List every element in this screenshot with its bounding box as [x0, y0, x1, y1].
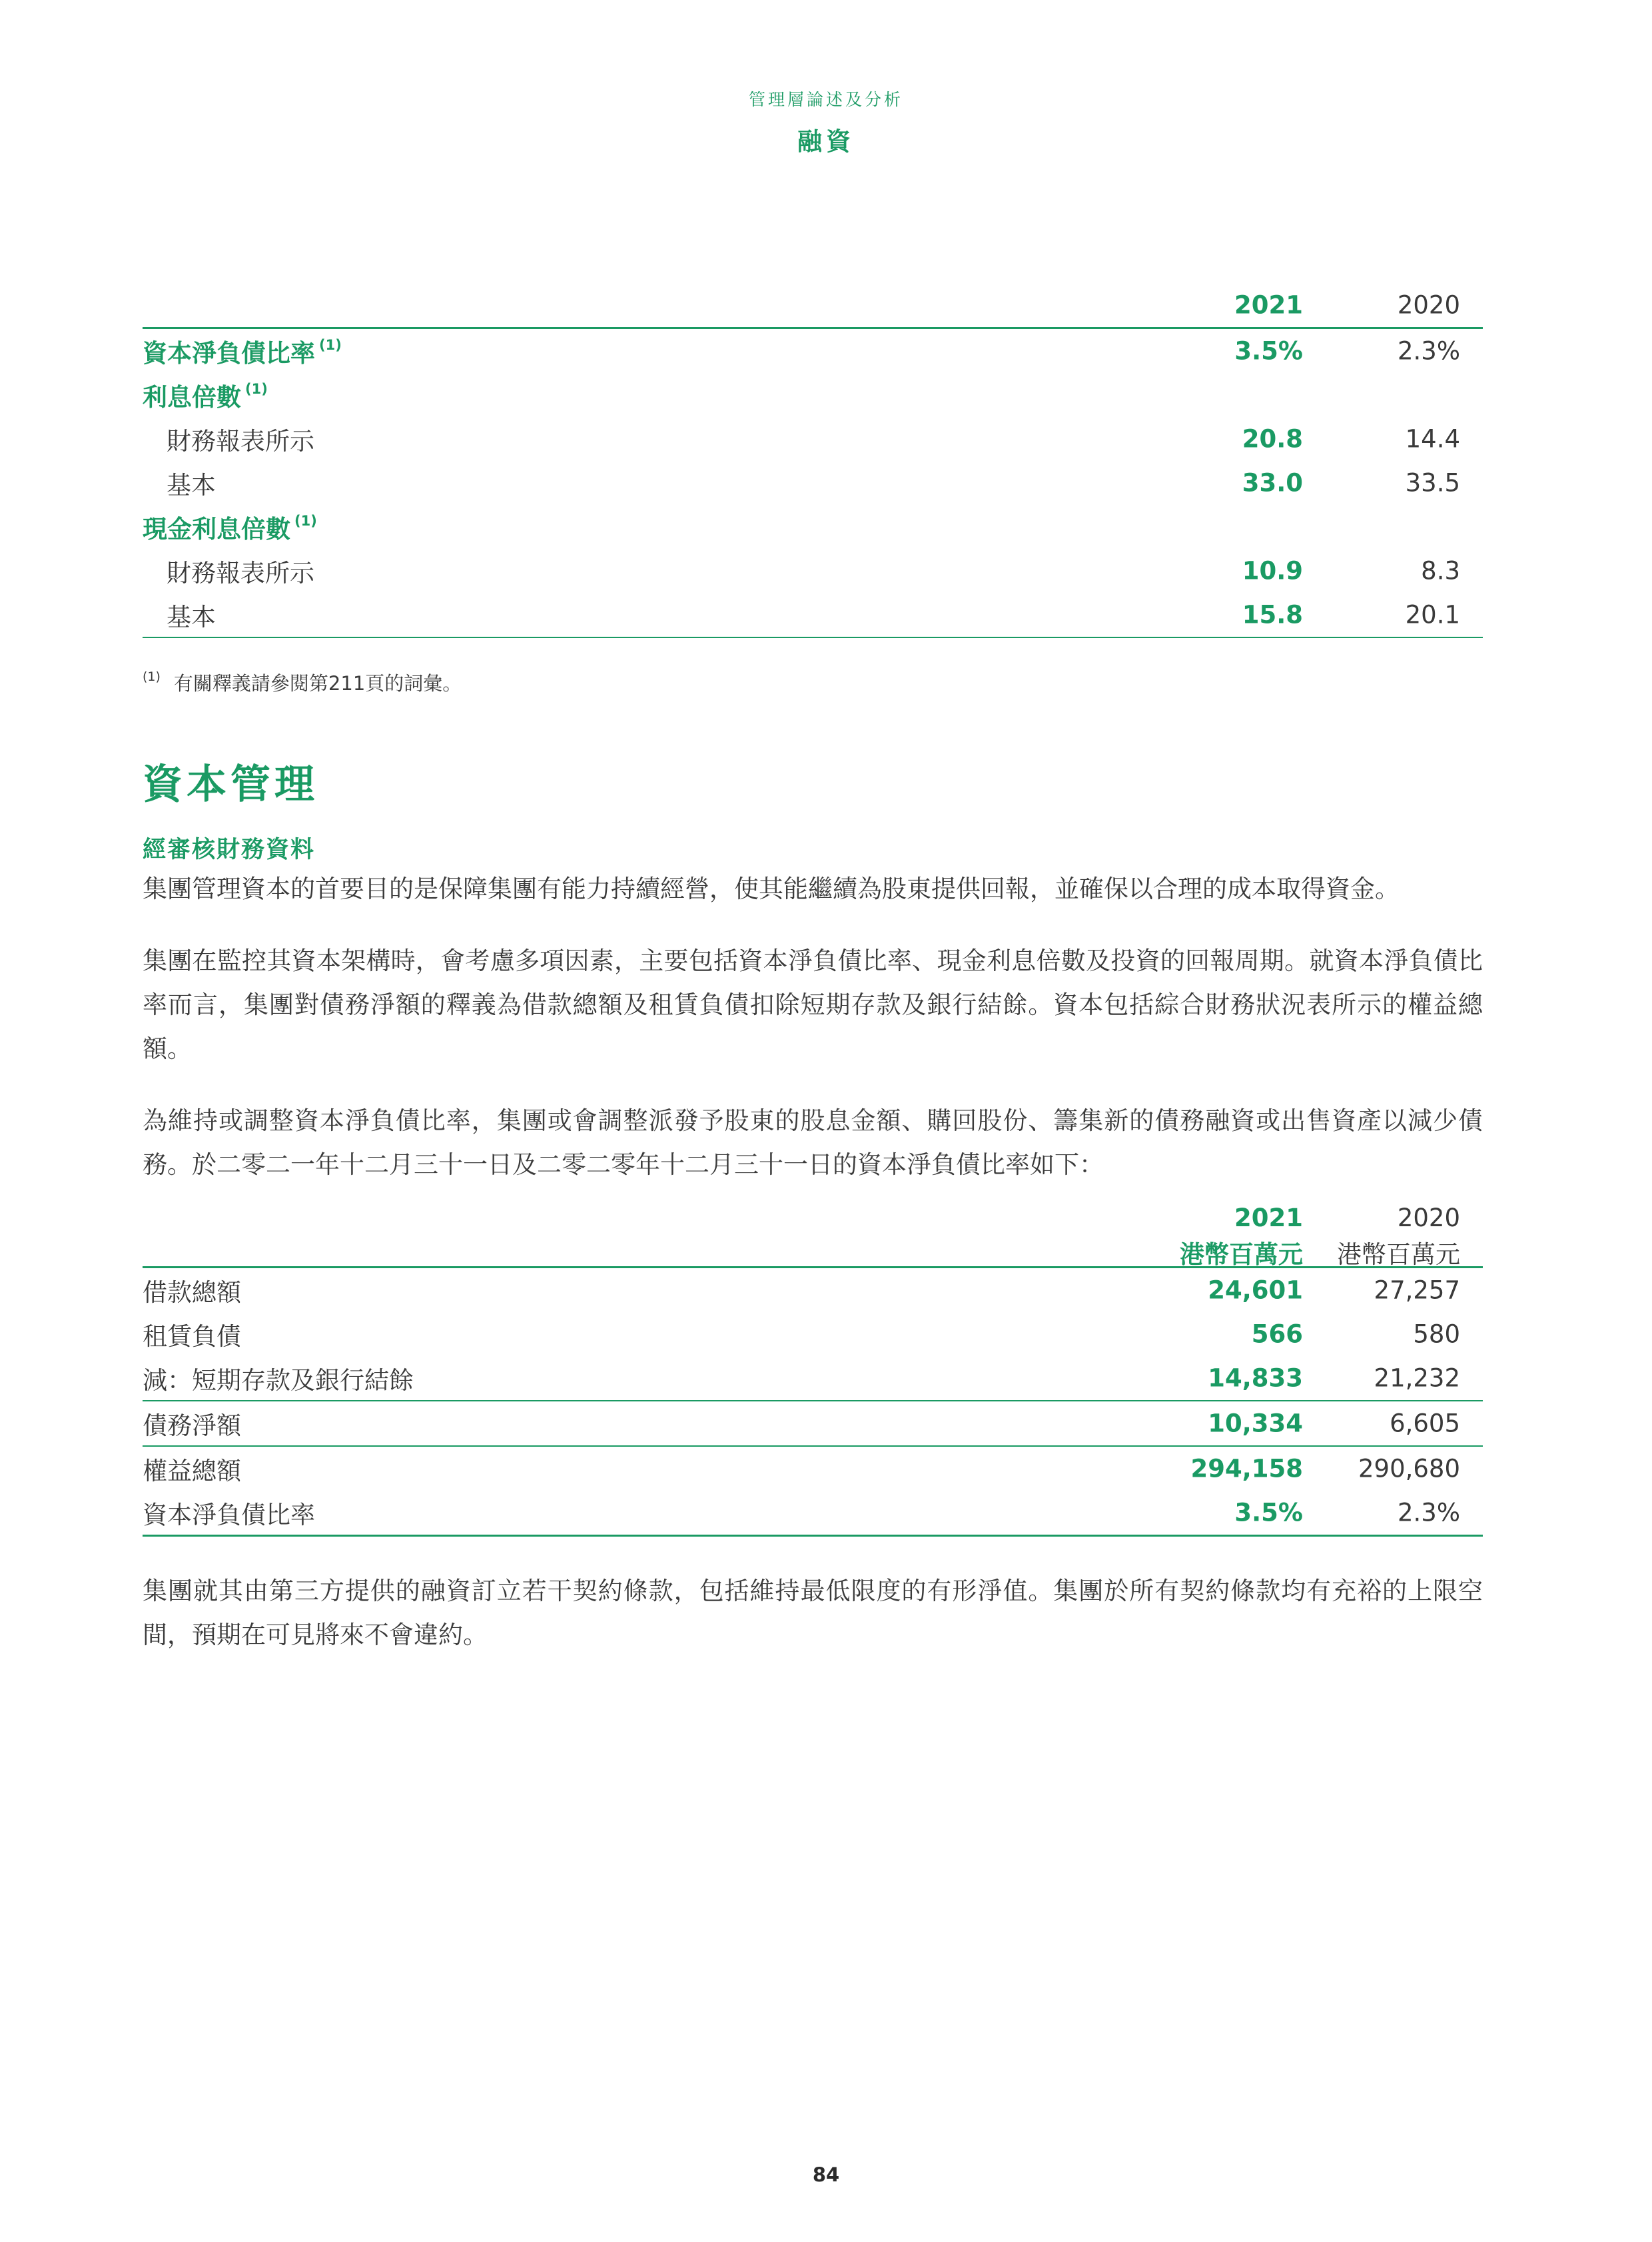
value-current: 566	[1251, 1319, 1303, 1349]
year-prior: 2020	[1397, 290, 1460, 320]
value-current: 10,334	[1208, 1409, 1303, 1438]
row-label: 現金利息倍數 $^{(1)}$	[143, 513, 317, 544]
paragraph: 集團管理資本的首要目的是保障集團有能力持續經營，使其能繼續為股東提供回報，並確保以合理的成本取得資金。	[143, 875, 1400, 903]
unit-prior: 港幣百萬元	[1337, 1240, 1460, 1269]
value-prior: 27,257	[1374, 1276, 1460, 1305]
year-prior: 2020	[1397, 1204, 1460, 1232]
section-subtitle: 經審核財務資料	[143, 837, 316, 863]
value-prior: 290,680	[1358, 1454, 1460, 1483]
table-row	[143, 1491, 1483, 1535]
table-row	[143, 1268, 1483, 1312]
page-number: 84	[812, 2163, 840, 2186]
table-row	[143, 593, 1483, 637]
row-label: 減：短期存款及銀行結餘	[143, 1366, 414, 1395]
header-title: 融資	[797, 127, 855, 156]
table-row	[143, 549, 1483, 593]
value-prior: 21,232	[1374, 1363, 1460, 1393]
value-current: 14,833	[1208, 1363, 1303, 1393]
table-row	[143, 505, 1483, 549]
value-prior: 8.3	[1421, 556, 1460, 585]
year-current: 2021	[1234, 1204, 1303, 1232]
value-current: 20.8	[1242, 424, 1303, 454]
table-row	[143, 1401, 1483, 1445]
footnote	[143, 669, 462, 696]
paragraph: 集團在監控其資本架構時，會考慮多項因素，主要包括資本淨負債比率、現金利息倍數及投資的回報周期。就資本淨負債比率而言，集團對債務淨額的釋義為借款總額及租賃負債扣除短期存款及銀行結餘。資本包括綜合財務狀況表所示的權益總額。	[143, 946, 1483, 1063]
value-prior: 580	[1413, 1319, 1460, 1349]
row-label: 資本淨負債比率 $^{(1)}$	[143, 337, 342, 368]
ratio-table-header	[143, 283, 1483, 327]
year-current: 2021	[1234, 290, 1303, 320]
value-prior: 2.3%	[1398, 1498, 1460, 1527]
row-label: 借款總額	[143, 1278, 241, 1307]
ratio-table	[143, 283, 1483, 638]
value-prior: 14.4	[1405, 424, 1460, 454]
unit-current: 港幣百萬元	[1180, 1240, 1303, 1269]
table-row	[143, 417, 1483, 461]
value-current: 3.5%	[1234, 336, 1303, 366]
footnote-text: 有關釋義請參閱第211頁的詞彙。	[173, 672, 462, 695]
row-label: 財務報表所示	[167, 559, 314, 587]
paragraph: 為維持或調整資本淨負債比率，集團或會調整派發予股東的股息金額、購回股份、籌集新的債務融資或出售資產以減少債務。於二零二一年十二月三十一日及二零二零年十二月三十一日的資本淨負債比率如下：	[143, 1106, 1483, 1179]
table-row	[143, 461, 1483, 505]
row-label: 債務淨額	[143, 1411, 241, 1440]
row-label: 基本	[167, 471, 216, 500]
divider	[143, 1535, 1483, 1537]
paragraph: 集團就其由第三方提供的融資訂立若干契約條款，包括維持最低限度的有形淨值。集團於所有契約條款均有充裕的上限空間，預期在可見將來不會違約。	[143, 1577, 1483, 1649]
header-subtitle: 管理層論述及分析	[748, 90, 903, 109]
table-row	[143, 1312, 1483, 1356]
table-row	[143, 329, 1483, 373]
value-prior: 20.1	[1405, 600, 1460, 629]
value-current: 294,158	[1190, 1454, 1303, 1483]
footnote-marker: (1)	[143, 669, 161, 684]
value-prior: 2.3%	[1398, 336, 1460, 366]
row-label: 利息倍數 $^{(1)}$	[143, 381, 268, 412]
value-current: 24,601	[1208, 1276, 1303, 1305]
value-current: 15.8	[1242, 600, 1303, 629]
table-row	[143, 1356, 1483, 1400]
value-prior: 33.5	[1405, 468, 1460, 498]
table-row	[143, 1447, 1483, 1491]
row-label: 租賃負債	[143, 1322, 241, 1351]
value-current: 33.0	[1242, 468, 1303, 498]
section-title: 資本管理	[143, 761, 318, 808]
row-label: 基本	[167, 603, 216, 631]
gearing-table-header	[143, 1202, 1483, 1269]
gearing-table	[143, 1202, 1483, 1537]
value-current: 3.5%	[1234, 1498, 1303, 1527]
divider	[143, 637, 1483, 638]
value-current: 10.9	[1242, 556, 1303, 585]
row-label: 資本淨負債比率	[143, 1501, 315, 1529]
row-label: 財務報表所示	[167, 427, 314, 456]
row-label: 權益總額	[143, 1457, 241, 1485]
table-row	[143, 373, 1483, 417]
value-prior: 6,605	[1390, 1409, 1460, 1438]
